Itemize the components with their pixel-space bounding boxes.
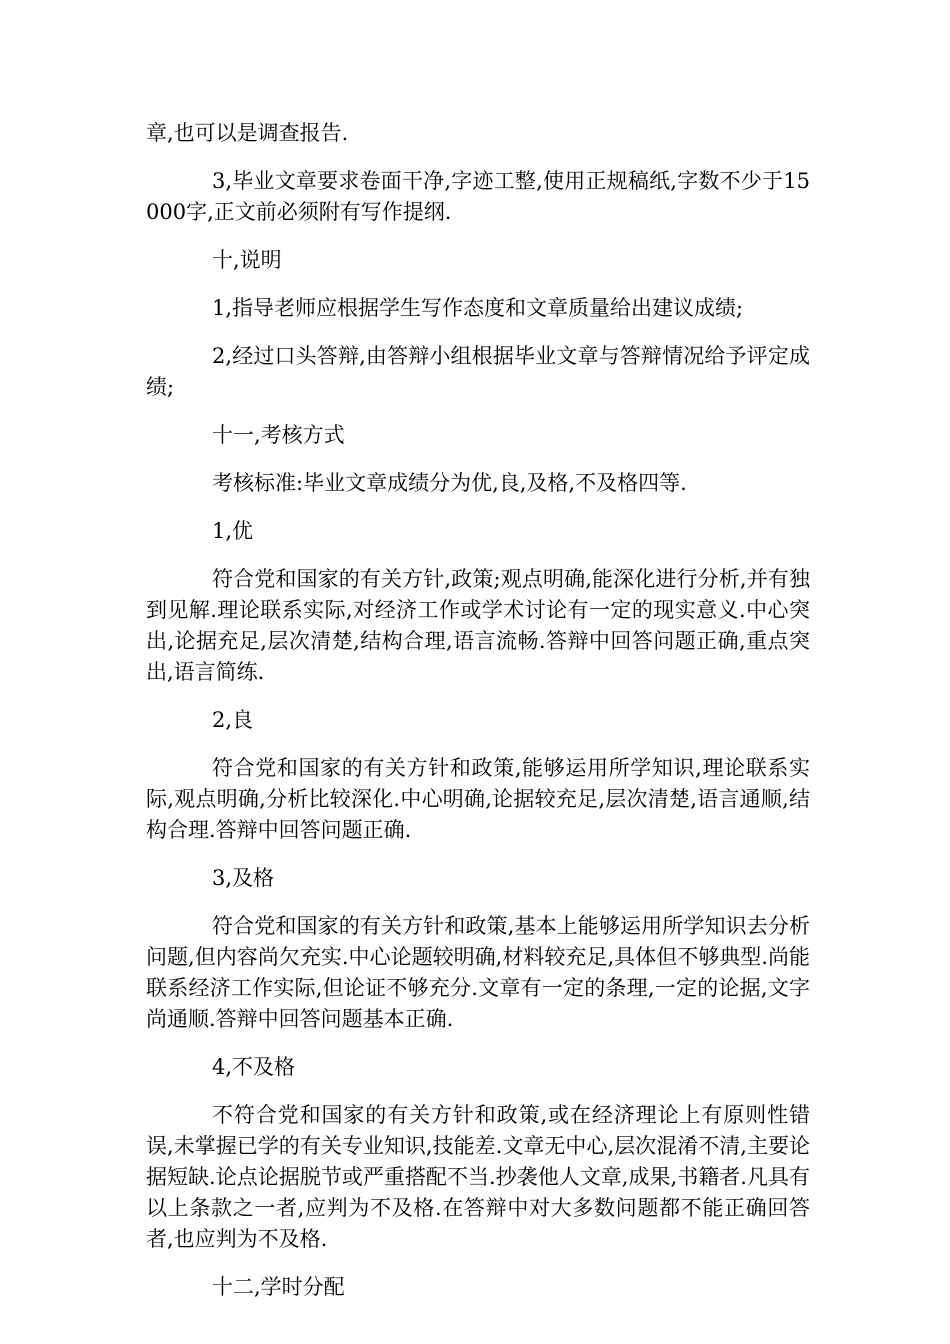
grade-heading-pass: 3,及格 <box>212 866 275 890</box>
paragraph-continuation: 章,也可以是调查报告. <box>146 121 349 145</box>
paragraph-grade-fail: 不符合党和国家的有关方针和政策,或在经济理论上有原则性错误,未掌握已学的有关专业知识,技能差.文章无中心,层次混淆不清,主要论据短缺.论点论据脱节或严重搭配不当.抄袭他人文章,成果,书籍者.凡具有以上条款之一者,应判为不及格.在答辩中对大多数问题都不能正确回答者,也应判为不及格. <box>146 1103 810 1251</box>
section-heading-11: 十一,考核方式 <box>212 423 345 447</box>
grade-heading-fail: 4,不及格 <box>212 1055 296 1079</box>
paragraph-grade-excellent: 符合党和国家的有关方针,政策;观点明确,能深化进行分析,并有独到见解.理论联系实际,对经济工作或学术讨论有一定的现实意义.中心突出,论据充足,层次清楚,结构合理,语言流畅.答辩中回答问题正确,重点突出,语言简练. <box>146 567 810 684</box>
paragraph-grade-pass: 符合党和国家的有关方针和政策,基本上能够运用所学知识去分析问题,但内容尚欠充实.中心论题较明确,材料较充足,具体但不够典型.尚能联系经济工作实际,但论证不够充分.文章有一定的条理,一定的论据,文字尚通顺.答辩中回答问题基本正确. <box>146 914 810 1031</box>
paragraph-grading-standard: 考核标准:毕业文章成绩分为优,良,及格,不及格四等. <box>212 471 687 495</box>
grade-heading-good: 2,良 <box>212 708 254 732</box>
document-body <box>146 118 810 1320</box>
section-heading-10: 十,说明 <box>212 248 282 272</box>
grade-heading-excellent: 1,优 <box>212 519 254 543</box>
paragraph-note-1: 1,指导老师应根据学生写作态度和文章质量给出建议成绩; <box>212 296 744 320</box>
paragraph-note-2: 2,经过口头答辩,由答辩小组根据毕业文章与答辩情况给予评定成绩; <box>146 344 810 399</box>
paragraph-requirement-3: 3,毕业文章要求卷面干净,字迹工整,使用正规稿纸,字数不少于15000字,正文前必须附有写作提纲. <box>146 169 810 224</box>
section-heading-12: 十二,学时分配 <box>212 1275 345 1299</box>
paragraph-grade-good: 符合党和国家的有关方针和政策,能够运用所学知识,理论联系实际,观点明确,分析比较深化.中心明确,论据较充足,层次清楚,语言通顺,结构合理.答辩中回答问题正确. <box>146 756 810 842</box>
